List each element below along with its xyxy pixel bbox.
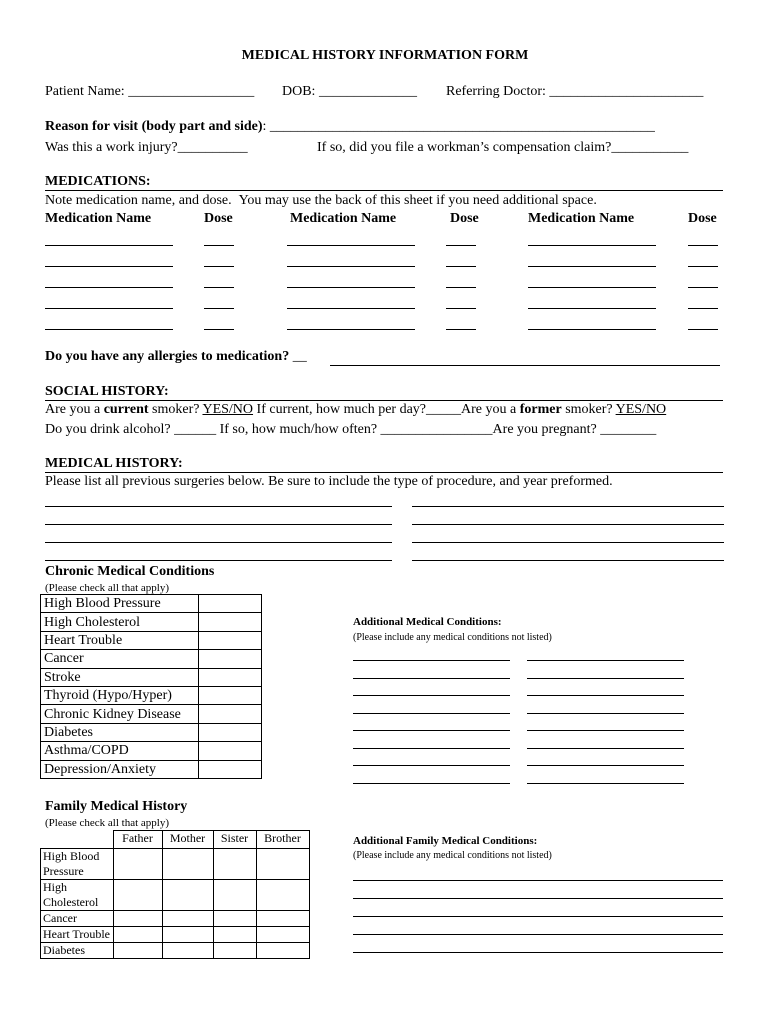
additional-medical-blank[interactable] xyxy=(527,765,684,766)
dob-field[interactable]: DOB: ______________ xyxy=(282,84,417,99)
family-checkbox[interactable] xyxy=(213,849,256,880)
chronic-condition-checkbox[interactable] xyxy=(199,668,262,686)
family-condition-label: Diabetes xyxy=(41,943,114,959)
additional-family-heading: Additional Family Medical Conditions: xyxy=(353,835,538,847)
chronic-heading: Chronic Medical Conditions xyxy=(45,564,215,579)
family-checkbox[interactable] xyxy=(256,849,309,880)
medication-name-blank[interactable] xyxy=(45,329,173,330)
chronic-condition-row xyxy=(41,742,262,760)
additional-medical-blank[interactable] xyxy=(353,730,510,731)
family-condition-label: Cancer xyxy=(41,911,114,927)
family-column-brother: Brother xyxy=(256,831,309,849)
family-condition-label: Heart Trouble xyxy=(41,927,114,943)
medication-dose-blank[interactable] xyxy=(688,308,718,309)
medications-note xyxy=(45,193,597,209)
chronic-condition-checkbox[interactable] xyxy=(199,723,262,741)
additional-medical-blank[interactable] xyxy=(353,678,510,679)
medication-dose-blank[interactable] xyxy=(688,287,718,288)
medication-dose-blank[interactable] xyxy=(204,266,234,267)
chronic-condition-label: Cancer xyxy=(41,650,199,668)
family-corner-cell xyxy=(41,831,114,849)
family-subtitle: (Please check all that apply) xyxy=(45,817,170,829)
medication-dose-blank[interactable] xyxy=(688,245,718,246)
family-checkbox[interactable] xyxy=(162,927,213,943)
additional-medical-blank[interactable] xyxy=(527,660,684,661)
chronic-condition-row xyxy=(41,595,262,613)
medication-dose-blank[interactable] xyxy=(204,329,234,330)
family-condition-row xyxy=(41,927,310,943)
medication-dose-blank[interactable] xyxy=(688,266,718,267)
chronic-condition-checkbox[interactable] xyxy=(199,705,262,723)
surgeries-instructions: Please list all previous surgeries below. Be sure to include the type of procedure, and year preformed. xyxy=(45,474,613,489)
medication-dose-blank[interactable] xyxy=(204,287,234,288)
chronic-condition-label: High Blood Pressure xyxy=(41,595,199,613)
chronic-condition-checkbox[interactable] xyxy=(199,686,262,704)
family-checkbox[interactable] xyxy=(256,911,309,927)
medications-note-1: Note medication name, and dose. xyxy=(45,193,232,208)
medication-dose-blank[interactable] xyxy=(446,245,476,246)
medical-history-rule xyxy=(45,472,723,473)
family-checkbox[interactable] xyxy=(113,943,162,959)
family-checkbox[interactable] xyxy=(162,880,213,911)
medications-heading: MEDICATIONS: xyxy=(45,174,151,189)
family-column-father: Father xyxy=(113,831,162,849)
additional-medical-blank[interactable] xyxy=(527,783,684,784)
med-col-name-1: Medication Name xyxy=(45,211,152,226)
medication-dose-blank[interactable] xyxy=(446,308,476,309)
family-checkbox[interactable] xyxy=(113,911,162,927)
chronic-conditions-table xyxy=(40,594,262,779)
chronic-condition-label: High Cholesterol xyxy=(41,613,199,631)
surgery-blank[interactable] xyxy=(412,560,724,561)
medication-name-blank[interactable] xyxy=(528,287,656,288)
med-col-dose-1: Dose xyxy=(204,211,233,226)
smoker-text-a: Are you a xyxy=(45,402,104,417)
former-label: former xyxy=(519,402,562,417)
additional-medical-blank[interactable] xyxy=(353,660,510,661)
chronic-condition-row xyxy=(41,668,262,686)
additional-medical-blank[interactable] xyxy=(353,748,510,749)
family-checkbox[interactable] xyxy=(213,943,256,959)
additional-family-subtitle: (Please include any medical conditions not listed) xyxy=(353,850,552,861)
medication-dose-blank[interactable] xyxy=(204,308,234,309)
medical-history-heading: MEDICAL HISTORY: xyxy=(45,456,183,471)
medication-dose-blank[interactable] xyxy=(688,329,718,330)
family-condition-label: High Cholesterol xyxy=(41,880,114,911)
medication-name-blank[interactable] xyxy=(528,329,656,330)
additional-medical-blank[interactable] xyxy=(527,748,684,749)
additional-medical-blank[interactable] xyxy=(527,730,684,731)
current-label: current xyxy=(103,402,149,417)
family-condition-label: High Blood Pressure xyxy=(41,849,114,880)
medication-name-blank[interactable] xyxy=(45,245,173,246)
form-title: MEDICAL HISTORY INFORMATION FORM xyxy=(241,48,529,63)
family-history-table xyxy=(40,830,310,959)
smoker-text-d: smoker? xyxy=(561,402,616,417)
medication-name-blank[interactable] xyxy=(45,266,173,267)
family-condition-row xyxy=(41,849,310,880)
reason-label: Reason for visit (body part and side) xyxy=(45,119,263,134)
family-condition-row xyxy=(41,943,310,959)
family-column-sister: Sister xyxy=(213,831,256,849)
additional-medical-blank[interactable] xyxy=(353,695,510,696)
medications-rule xyxy=(45,190,723,191)
medication-dose-blank[interactable] xyxy=(446,266,476,267)
additional-medical-blank[interactable] xyxy=(527,695,684,696)
med-col-name-3: Medication Name xyxy=(528,211,635,226)
compensation-claim-field[interactable]: If so, did you file a workman’s compensation claim?___________ xyxy=(317,140,689,155)
family-checkbox[interactable] xyxy=(256,927,309,943)
chronic-condition-checkbox[interactable] xyxy=(199,595,262,613)
additional-family-blank[interactable] xyxy=(353,898,723,899)
chronic-condition-row xyxy=(41,631,262,649)
patient-name-field[interactable]: Patient Name: __________________ xyxy=(45,84,255,99)
family-checkbox[interactable] xyxy=(256,880,309,911)
former-smoker-yesno[interactable]: YES/NO xyxy=(615,402,667,417)
additional-medical-blank[interactable] xyxy=(353,713,510,714)
allergies-label: Do you have any allergies to medication? xyxy=(45,349,290,364)
additional-family-blank[interactable] xyxy=(353,934,723,935)
chronic-condition-row xyxy=(41,705,262,723)
medication-name-blank[interactable] xyxy=(45,308,173,309)
chronic-condition-checkbox[interactable] xyxy=(199,613,262,631)
chronic-condition-row xyxy=(41,613,262,631)
surgery-blank[interactable] xyxy=(412,506,724,507)
chronic-condition-checkbox[interactable] xyxy=(199,631,262,649)
medication-name-blank[interactable] xyxy=(528,245,656,246)
family-checkbox[interactable] xyxy=(162,943,213,959)
social-history-heading: SOCIAL HISTORY: xyxy=(45,384,169,399)
surgery-blank[interactable] xyxy=(45,542,392,543)
additional-medical-blank[interactable] xyxy=(353,783,510,784)
additional-family-blank[interactable] xyxy=(353,880,723,881)
chronic-condition-checkbox[interactable] xyxy=(199,650,262,668)
allergies-blank-start: __ xyxy=(292,349,307,364)
medication-dose-blank[interactable] xyxy=(446,287,476,288)
medication-name-blank[interactable] xyxy=(528,266,656,267)
family-column-mother: Mother xyxy=(162,831,213,849)
medications-note-2: You may use the back of this sheet if you need additional space. xyxy=(238,193,597,208)
medication-name-blank[interactable] xyxy=(287,287,415,288)
additional-medical-blank[interactable] xyxy=(353,765,510,766)
additional-medical-blank[interactable] xyxy=(527,678,684,679)
family-checkbox[interactable] xyxy=(113,880,162,911)
social-rule xyxy=(45,400,723,401)
surgery-blank[interactable] xyxy=(45,506,392,507)
family-checkbox[interactable] xyxy=(113,927,162,943)
med-col-name-2: Medication Name xyxy=(290,211,397,226)
family-condition-row xyxy=(41,911,310,927)
chronic-condition-row xyxy=(41,686,262,704)
chronic-condition-label: Stroke xyxy=(41,668,199,686)
family-checkbox[interactable] xyxy=(256,943,309,959)
family-checkbox[interactable] xyxy=(113,849,162,880)
med-col-dose-3: Dose xyxy=(688,211,717,226)
chronic-condition-checkbox[interactable] xyxy=(199,760,262,778)
alcohol-pregnant-question[interactable]: Do you drink alcohol? ______ If so, how much/how often? ________________Are you pregnant? ________ xyxy=(45,422,657,437)
family-checkbox[interactable] xyxy=(213,927,256,943)
chronic-condition-label: Heart Trouble xyxy=(41,631,199,649)
chronic-condition-label: Chronic Kidney Disease xyxy=(41,705,199,723)
medication-name-blank[interactable] xyxy=(528,308,656,309)
additional-family-blank[interactable] xyxy=(353,916,723,917)
chronic-condition-row xyxy=(41,760,262,778)
reason-for-visit-field[interactable] xyxy=(45,119,655,135)
family-checkbox[interactable] xyxy=(213,880,256,911)
chronic-condition-row xyxy=(41,650,262,668)
chronic-condition-label: Diabetes xyxy=(41,723,199,741)
med-col-dose-2: Dose xyxy=(450,211,479,226)
family-checkbox[interactable] xyxy=(213,911,256,927)
medication-name-blank[interactable] xyxy=(45,287,173,288)
referring-doctor-field[interactable]: Referring Doctor: ______________________ xyxy=(446,84,704,99)
chronic-condition-label: Depression/Anxiety xyxy=(41,760,199,778)
surgery-blank[interactable] xyxy=(412,542,724,543)
work-injury-field[interactable]: Was this a work injury?__________ xyxy=(45,140,248,155)
surgery-blank[interactable] xyxy=(45,560,392,561)
medication-dose-blank[interactable] xyxy=(204,245,234,246)
family-condition-row xyxy=(41,880,310,911)
family-checkbox[interactable] xyxy=(162,911,213,927)
additional-family-blank[interactable] xyxy=(353,952,723,953)
additional-medical-blank[interactable] xyxy=(527,713,684,714)
surgery-blank[interactable] xyxy=(45,524,392,525)
current-smoker-yesno[interactable]: YES/NO xyxy=(202,402,254,417)
additional-medical-subtitle: (Please include any medical conditions not listed) xyxy=(353,632,552,643)
medication-name-blank[interactable] xyxy=(287,329,415,330)
surgery-blank[interactable] xyxy=(412,524,724,525)
chronic-condition-row xyxy=(41,723,262,741)
reason-blank: : _______________________________________________________ xyxy=(262,119,655,134)
smoker-question[interactable] xyxy=(45,402,666,418)
medication-name-blank[interactable] xyxy=(287,308,415,309)
medication-name-blank[interactable] xyxy=(287,245,415,246)
additional-medical-heading: Additional Medical Conditions: xyxy=(353,616,502,628)
family-checkbox[interactable] xyxy=(162,849,213,880)
chronic-condition-label: Asthma/COPD xyxy=(41,742,199,760)
chronic-condition-checkbox[interactable] xyxy=(199,742,262,760)
allergies-blank[interactable] xyxy=(330,365,720,366)
medication-name-blank[interactable] xyxy=(287,266,415,267)
smoker-text-c: If current, how much per day?_____Are you a xyxy=(253,402,520,417)
family-heading: Family Medical History xyxy=(45,799,188,814)
chronic-condition-label: Thyroid (Hypo/Hyper) xyxy=(41,686,199,704)
smoker-text-b: smoker? xyxy=(148,402,203,417)
chronic-subtitle: (Please check all that apply) xyxy=(45,582,170,594)
medication-dose-blank[interactable] xyxy=(446,329,476,330)
allergies-field[interactable] xyxy=(45,349,307,365)
